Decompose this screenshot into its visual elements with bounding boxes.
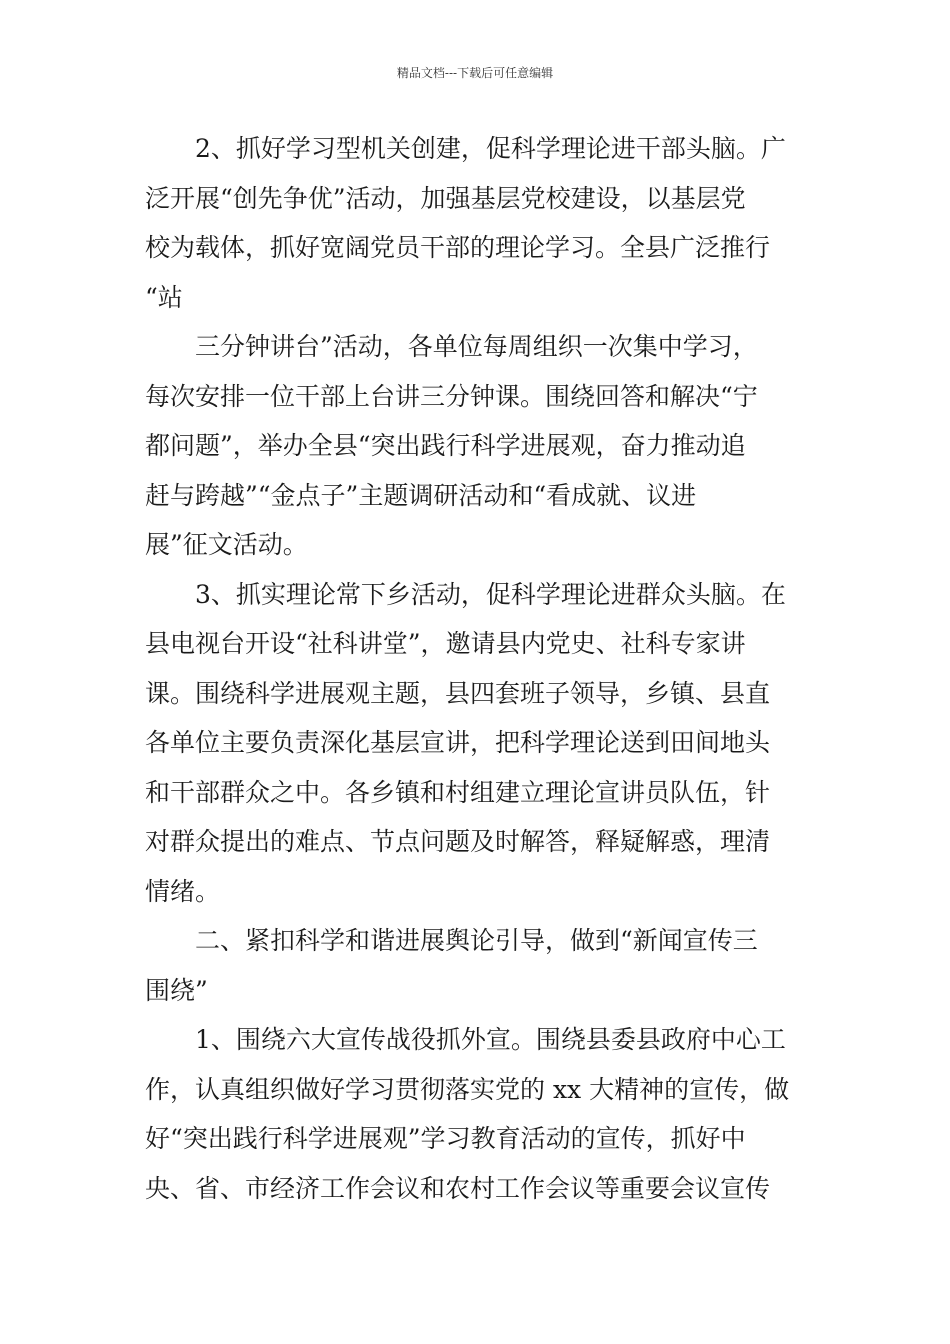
text-line: 情绪。: [145, 876, 221, 906]
text-line: 二、紧扣科学和谐进展舆论引导，做到“新闻宣传三: [195, 926, 758, 955]
text-line: 围绕”: [145, 975, 208, 1005]
text-line: “站: [145, 282, 183, 312]
text-line: 3、抓实理论常下乡活动，促科学理论进群众头脑。在: [195, 579, 786, 609]
text-line: 1、围绕六大宣传战役抓外宣。围绕县委县政府中心工: [195, 1025, 786, 1054]
document-body: [145, 124, 807, 1213]
text-line: 每次安排一位干部上台讲三分钟课。围绕回答和解决“宁: [145, 381, 758, 411]
text-line: 好“突出践行科学进展观”学习教育活动的宣传，抓好中: [145, 1124, 746, 1153]
text-line: 央、省、市经济工作会议和农村工作会议等重要会议宣传: [145, 1173, 771, 1203]
text-line: 2、抓好学习型机关创建，促科学理论进干部头脑。广: [195, 134, 786, 163]
text-line: 三分钟讲台”活动，各单位每周组织一次集中学习，: [195, 332, 758, 361]
text-line: 对群众提出的难点、节点问题及时解答，释疑解惑，理清: [145, 827, 771, 856]
text-line: 泛开展“创先争优”活动，加强基层党校建设，以基层党: [145, 183, 746, 213]
text-line: 校为载体，抓好宽阔党员干部的理论学习。全县广泛推行: [145, 233, 771, 262]
text-line: 各单位主要负责深化基层宣讲，把科学理论送到田间地头: [145, 728, 771, 757]
text-line: 展”征文活动。: [145, 530, 308, 559]
text-line: 县电视台开设“社科讲堂”，邀请县内党史、社科专家讲: [145, 629, 746, 658]
text-line: 赶与跨越”“金点子”主题调研活动和“看成就、议进: [145, 480, 697, 510]
text-line: 和干部群众之中。各乡镇和村组建立理论宣讲员队伍，针: [145, 777, 771, 807]
text-line: 都问题”，举办全县“突出践行科学进展观，奋力推动追: [145, 431, 746, 460]
text-line: 课。围绕科学进展观主题，县四套班子领导，乡镇、县直: [145, 678, 771, 708]
text-line: 作，认真组织做好学习贯彻落实党的 xx 大精神的宣传，做: [145, 1074, 790, 1104]
page-header: 精品文档---下载后可任意编辑: [396, 66, 554, 80]
